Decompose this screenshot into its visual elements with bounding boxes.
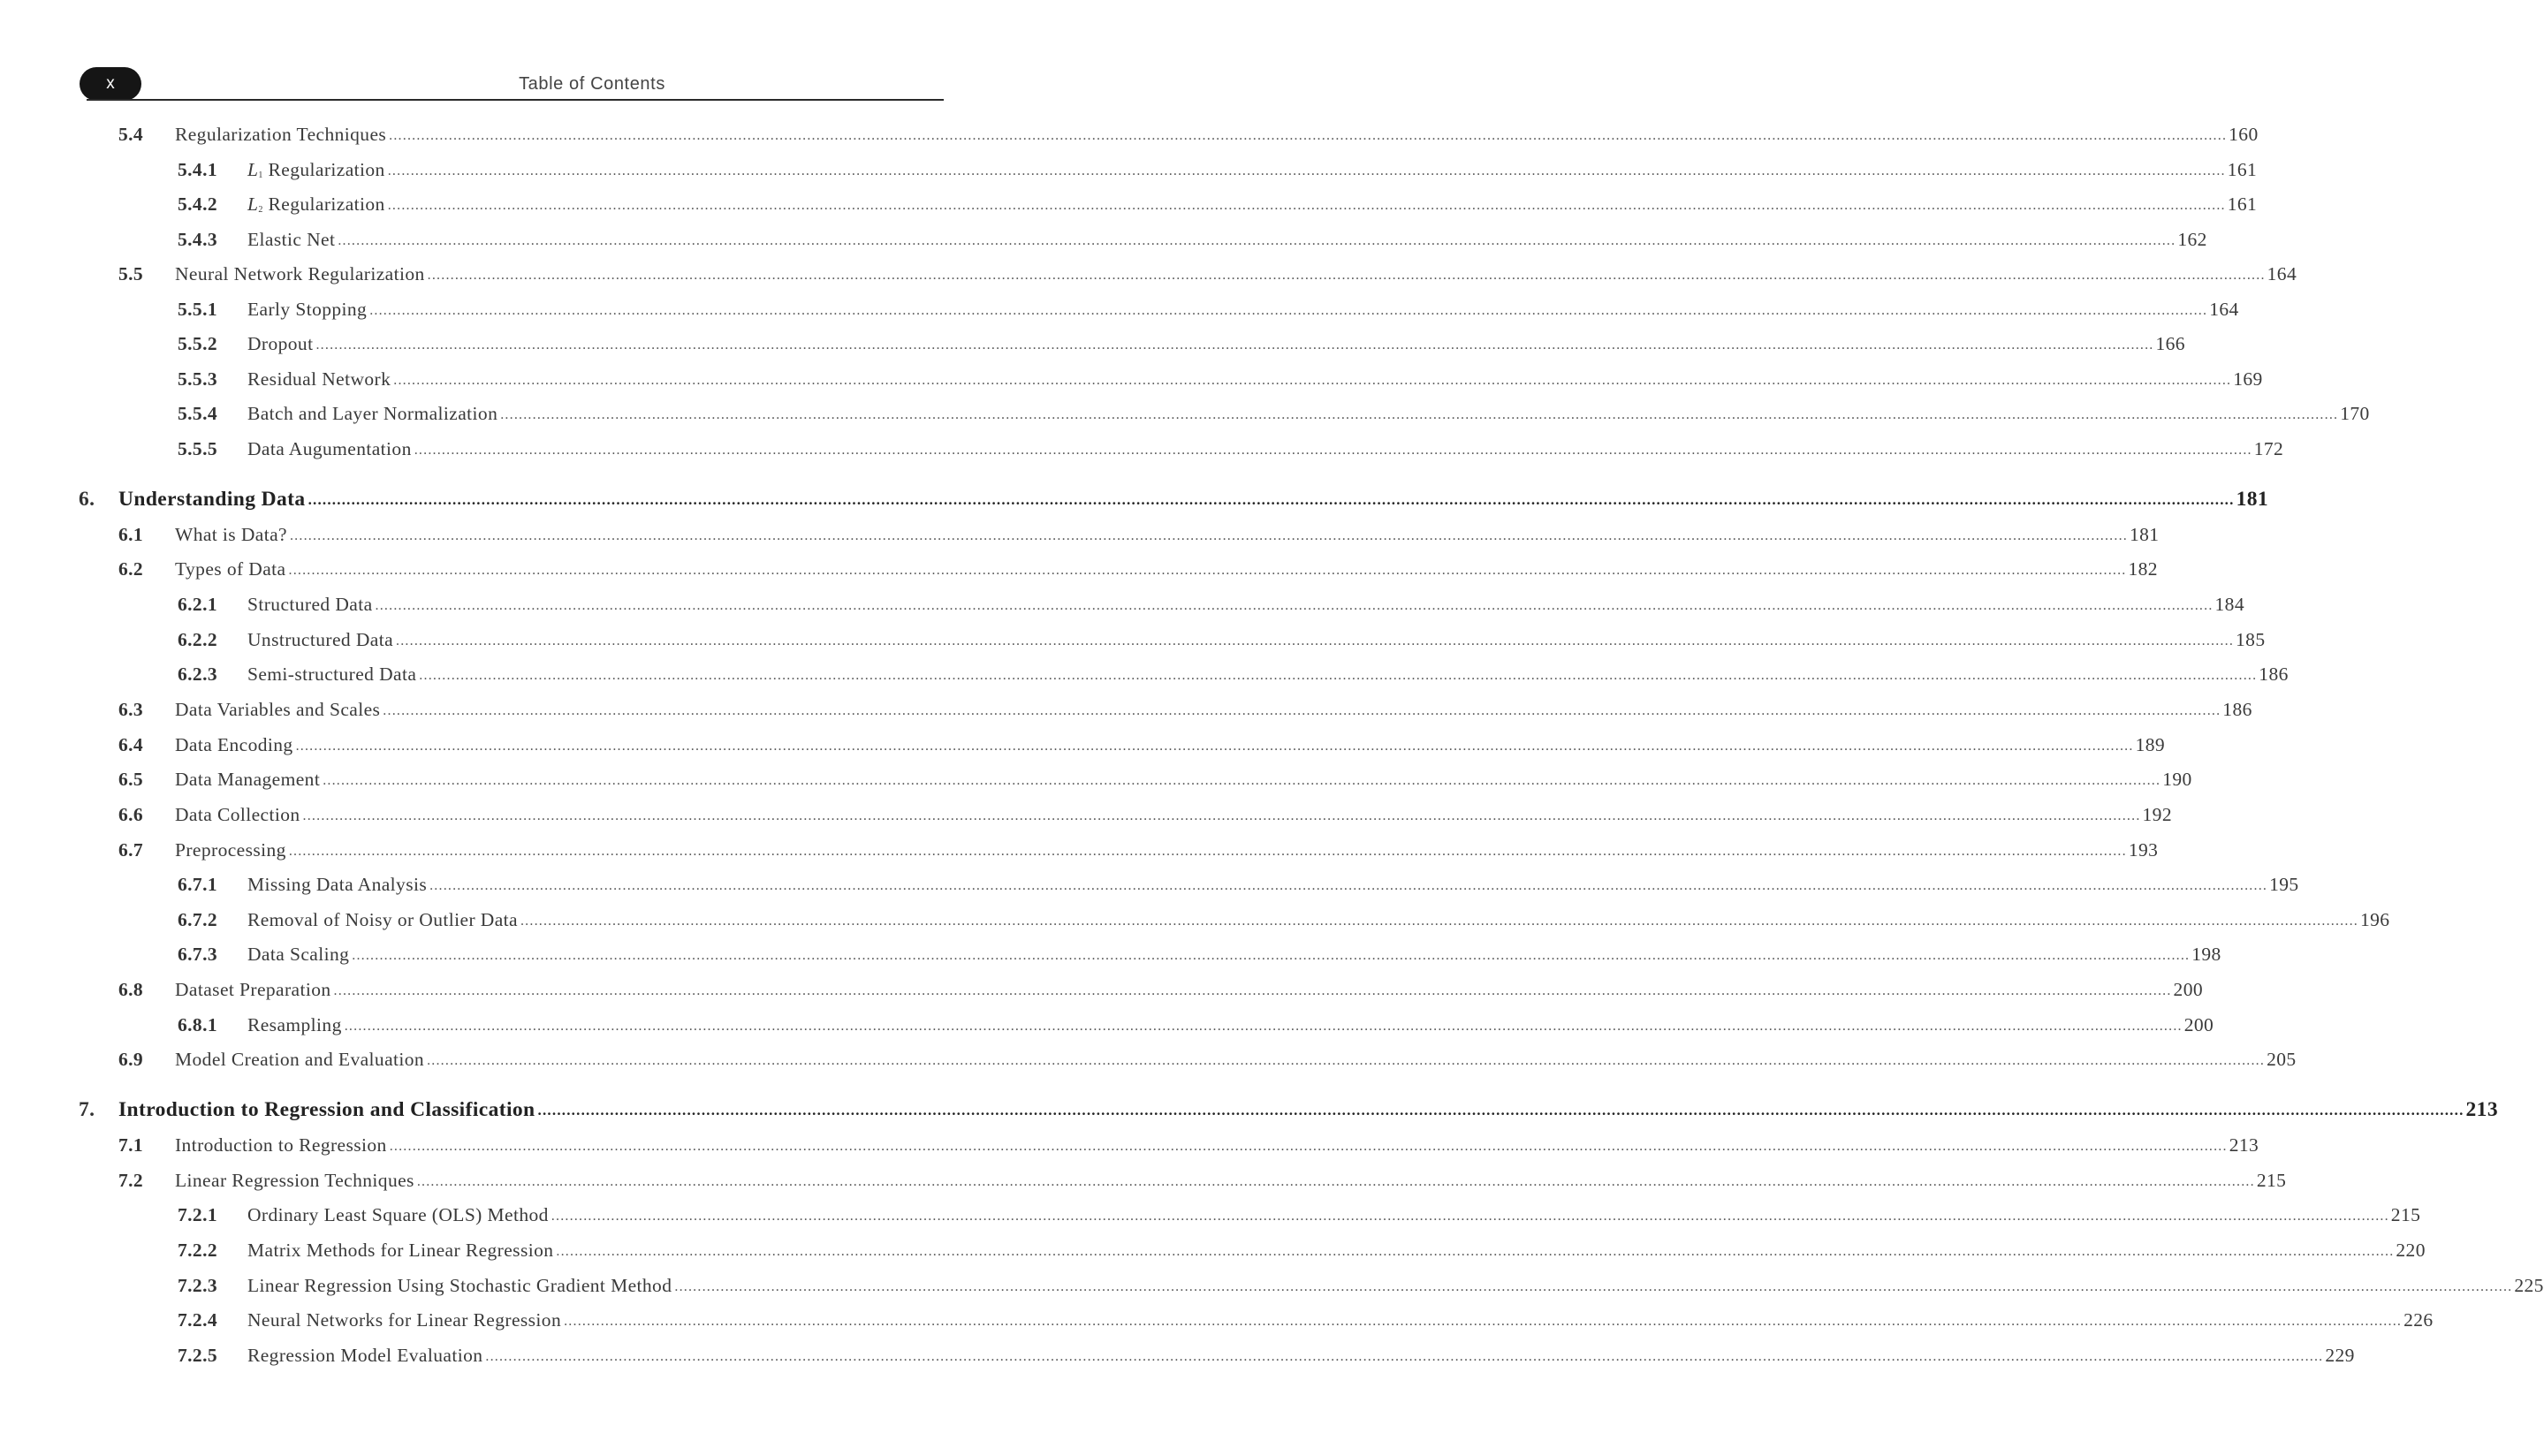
toc-entry-number: 6.4 [118, 734, 144, 755]
toc-dot-leader: ................................................................................................................................................................................................................................................................................................................................................................................................................ [387, 198, 2226, 213]
toc-section-entry[interactable] [178, 594, 2244, 622]
toc-entry-title: Types of Data [175, 558, 289, 580]
toc-dot-leader: ................................................................................................................................................................................................................................................................................................................................................................................................................ [674, 1279, 2513, 1294]
toc-entry-number: 6.9 [118, 1049, 144, 1070]
toc-section-entry[interactable] [178, 874, 2299, 902]
toc-entry-title: Removal of Noisy or Outlier Data [247, 909, 520, 931]
toc-entry-number: 6.7 [118, 839, 144, 861]
toc-dot-leader: ................................................................................................................................................................................................................................................................................................................................................................................................................ [429, 878, 2268, 893]
toc-entry-title: Semi-structured Data [247, 664, 419, 686]
toc-entry-number: 5.5.3 [178, 368, 217, 390]
toc-entry-page: 200 [2183, 1014, 2214, 1035]
toc-entry-page: 186 [2259, 664, 2289, 685]
toc-dot-leader: ................................................................................................................................................................................................................................................................................................................................................................................................................ [389, 1139, 2228, 1154]
toc-dot-leader: ................................................................................................................................................................................................................................................................................................................................................................................................................ [295, 739, 2134, 754]
toc-dot-leader: ................................................................................................................................................................................................................................................................................................................................................................................................................ [323, 773, 2161, 788]
toc-entry-page: 170 [2340, 403, 2370, 424]
toc-section-entry[interactable] [178, 1345, 2355, 1373]
toc-entry-title: Linear Regression Using Stochastic Gradient Method [247, 1275, 674, 1297]
toc-dot-leader: ................................................................................................................................................................................................................................................................................................................................................................................................................ [383, 703, 2221, 718]
toc-entry-page: 182 [2128, 558, 2158, 580]
toc-entry-number: 6. [79, 488, 95, 511]
toc-entry-number: 6.2.2 [178, 629, 217, 650]
toc-entry-page: 160 [2229, 124, 2259, 145]
toc-dot-leader: ................................................................................................................................................................................................................................................................................................................................................................................................................ [564, 1314, 2403, 1329]
toc-entry-title: Data Variables and Scales [175, 699, 383, 721]
toc-section-entry[interactable] [118, 1134, 2259, 1163]
toc-entry-page: 213 [2229, 1134, 2259, 1156]
toc-entry-title: Residual Network [247, 368, 393, 391]
toc-section-entry[interactable] [178, 1309, 2434, 1338]
toc-entry-number: 6.8 [118, 979, 144, 1000]
toc-section-entry[interactable] [118, 734, 2166, 762]
toc-entry-title-symbol: L [247, 193, 259, 215]
toc-entry-title: What is Data? [175, 524, 290, 546]
toc-chapter-entry[interactable] [79, 488, 2269, 516]
toc-dot-leader: ................................................................................................................................................................................................................................................................................................................................................................................................................ [369, 303, 2208, 318]
toc-entry-number: 6.1 [118, 524, 144, 545]
toc-entry-title-text: Regularization [262, 159, 385, 180]
toc-entry-title-symbol: L [247, 159, 259, 180]
toc-entry-number: 5.5.2 [178, 333, 217, 354]
toc-section-entry[interactable] [178, 944, 2221, 972]
toc-entry-title-subscript: 2 [258, 205, 263, 215]
toc-entry-title [247, 159, 388, 181]
toc-section-entry[interactable] [178, 299, 2239, 327]
toc-entry-number: 5.5.4 [178, 403, 217, 424]
toc-dot-leader: ................................................................................................................................................................................................................................................................................................................................................................................................................ [315, 337, 2154, 353]
toc-entry-title: Batch and Layer Normalization [247, 403, 500, 425]
toc-entry-title: Introduction to Regression [175, 1134, 390, 1156]
toc-entry-page: 200 [2173, 979, 2203, 1000]
toc-section-entry[interactable] [118, 558, 2158, 587]
toc-entry-title: Regression Model Evaluation [247, 1345, 485, 1367]
toc-dot-leader: ................................................................................................................................................................................................................................................................................................................................................................................................................ [308, 491, 2235, 508]
toc-dot-leader: ................................................................................................................................................................................................................................................................................................................................................................................................................ [414, 443, 2252, 458]
toc-entry-title: Regularization Techniques [175, 124, 389, 146]
toc-dot-leader: ................................................................................................................................................................................................................................................................................................................................................................................................................ [419, 668, 2258, 683]
toc-entry-number: 7.2 [118, 1170, 144, 1191]
toc-entry-page: 190 [2162, 769, 2192, 790]
toc-entry-number: 5.5.1 [178, 299, 217, 320]
toc-entry-title: Data Scaling [247, 944, 352, 966]
toc-entry-title [247, 193, 388, 216]
toc-section-entry[interactable] [118, 1049, 2297, 1077]
toc-entry-number: 6.2.3 [178, 664, 217, 685]
toc-entry-page: 162 [2177, 229, 2207, 250]
toc-entry-page: 220 [2396, 1240, 2426, 1261]
toc-entry-number: 7. [79, 1098, 95, 1121]
toc-entry-number: 6.7.1 [178, 874, 217, 895]
toc-entry-page: 213 [2465, 1098, 2498, 1121]
toc-entry-title: Model Creation and Evaluation [175, 1049, 427, 1071]
toc-entry-number: 7.2.4 [178, 1309, 217, 1331]
toc-entry-title: Ordinary Least Square (OLS) Method [247, 1204, 551, 1226]
toc-entry-page: 215 [2256, 1170, 2287, 1191]
toc-entry-page: 192 [2142, 804, 2172, 825]
toc-entry-number: 6.2.1 [178, 594, 217, 615]
toc-dot-leader: ................................................................................................................................................................................................................................................................................................................................................................................................................ [333, 983, 2172, 998]
toc-dot-leader: ................................................................................................................................................................................................................................................................................................................................................................................................................ [352, 948, 2191, 963]
toc-entry-page: 169 [2233, 368, 2263, 390]
toc-entry-number: 6.3 [118, 699, 144, 720]
toc-section-entry[interactable] [118, 699, 2252, 727]
toc-entry-number: 7.2.2 [178, 1240, 217, 1261]
toc-entry-number: 5.4 [118, 124, 144, 145]
toc-entry-page: 186 [2222, 699, 2252, 720]
toc-entry-title: Introduction to Regression and Classification [118, 1098, 538, 1122]
toc-section-entry[interactable] [118, 979, 2203, 1007]
toc-section-entry[interactable] [118, 769, 2192, 797]
toc-dot-leader: ................................................................................................................................................................................................................................................................................................................................................................................................................ [485, 1349, 2324, 1364]
toc-entry-page: 172 [2253, 438, 2284, 459]
toc-dot-leader: ................................................................................................................................................................................................................................................................................................................................................................................................................ [556, 1244, 2395, 1259]
toc-entry-number: 6.8.1 [178, 1014, 217, 1035]
toc-section-entry[interactable] [178, 159, 2258, 187]
toc-section-entry[interactable] [178, 1240, 2426, 1268]
toc-entry-page: 196 [2359, 909, 2390, 930]
toc-entry-page: 226 [2404, 1309, 2434, 1331]
toc-entry-title-text: Regularization [262, 193, 385, 215]
toc-dot-leader: ................................................................................................................................................................................................................................................................................................................................................................................................................ [396, 633, 2235, 648]
toc-dot-leader: ................................................................................................................................................................................................................................................................................................................................................................................................................ [520, 914, 2358, 929]
toc-entry-number: 7.2.3 [178, 1275, 217, 1296]
toc-section-entry[interactable] [118, 839, 2159, 868]
toc-entry-page: 164 [2209, 299, 2239, 320]
toc-entry-title: Elastic Net [247, 229, 338, 251]
page-number-badge: x [80, 67, 141, 101]
toc-entry-number: 6.7.3 [178, 944, 217, 965]
toc-section-entry[interactable] [118, 1170, 2287, 1198]
toc-section-entry[interactable] [178, 664, 2289, 692]
toc-entry-page: 166 [2155, 333, 2185, 354]
toc-section-entry[interactable] [178, 629, 2266, 657]
toc-entry-title: Data Encoding [175, 734, 296, 756]
toc-dot-leader: ................................................................................................................................................................................................................................................................................................................................................................................................................ [375, 598, 2214, 613]
toc-section-entry[interactable] [118, 524, 2160, 552]
toc-entry-page: 229 [2325, 1345, 2355, 1366]
toc-entry-title: Matrix Methods for Linear Regression [247, 1240, 556, 1262]
toc-entry-number: 5.4.1 [178, 159, 217, 180]
toc-section-entry[interactable] [178, 909, 2390, 937]
toc-entry-title: Resampling [247, 1014, 345, 1036]
toc-dot-leader: ................................................................................................................................................................................................................................................................................................................................................................................................................ [416, 1174, 2255, 1189]
toc-entry-page: 189 [2135, 734, 2166, 755]
toc-entry-page: 181 [2129, 524, 2160, 545]
toc-dot-leader: ................................................................................................................................................................................................................................................................................................................................................................................................................ [500, 407, 2339, 422]
toc-entry-title: Dataset Preparation [175, 979, 334, 1001]
toc-section-entry[interactable] [118, 804, 2172, 832]
toc-entry-number: 6.6 [118, 804, 144, 825]
toc-entry-title: Understanding Data [118, 488, 308, 512]
toc-entry-number: 7.2.1 [178, 1204, 217, 1225]
toc-entry-title: Neural Network Regularization [175, 263, 428, 285]
toc-dot-leader: ................................................................................................................................................................................................................................................................................................................................................................................................................ [427, 1053, 2266, 1068]
toc-dot-leader: ................................................................................................................................................................................................................................................................................................................................................................................................................ [537, 1102, 2464, 1119]
toc-entry-number: 5.5.5 [178, 438, 217, 459]
toc-entry-number: 5.4.3 [178, 229, 217, 250]
toc-dot-leader: ................................................................................................................................................................................................................................................................................................................................................................................................................ [387, 163, 2226, 178]
toc-entry-title: Data Augumentation [247, 438, 414, 460]
toc-entry-page: 184 [2214, 594, 2244, 615]
toc-entry-title: Early Stopping [247, 299, 369, 321]
toc-chapter-entry[interactable] [79, 1098, 2498, 1126]
toc-dot-leader: ................................................................................................................................................................................................................................................................................................................................................................................................................ [289, 528, 2128, 543]
toc-entry-number: 5.5 [118, 263, 144, 284]
toc-entry-title: Structured Data [247, 594, 376, 616]
toc-entry-page: 225 [2514, 1275, 2544, 1296]
toc-dot-leader: ................................................................................................................................................................................................................................................................................................................................................................................................................ [344, 1019, 2183, 1034]
toc-entry-title: Data Management [175, 769, 323, 791]
toc-entry-number: 5.4.2 [178, 193, 217, 215]
toc-entry-title: Preprocessing [175, 839, 289, 861]
toc-section-entry[interactable] [178, 1014, 2214, 1043]
toc-entry-title: Neural Networks for Linear Regression [247, 1309, 564, 1331]
toc-entry-page: 164 [2267, 263, 2297, 284]
toc-entry-number: 7.1 [118, 1134, 144, 1156]
toc-entry-page: 185 [2236, 629, 2266, 650]
toc-entry-title: Dropout [247, 333, 315, 355]
toc-section-entry[interactable] [178, 333, 2185, 361]
toc-dot-leader: ................................................................................................................................................................................................................................................................................................................................................................................................................ [389, 128, 2228, 143]
toc-entry-page: 198 [2191, 944, 2221, 965]
toc-entry-page: 205 [2267, 1049, 2297, 1070]
toc-dot-leader: ................................................................................................................................................................................................................................................................................................................................................................................................................ [288, 844, 2127, 859]
toc-entry-number: 7.2.5 [178, 1345, 217, 1366]
toc-dot-leader: ................................................................................................................................................................................................................................................................................................................................................................................................................ [288, 563, 2127, 578]
toc-entry-page: 215 [2390, 1204, 2421, 1225]
toc-entry-page: 181 [2236, 488, 2269, 511]
toc-section-entry[interactable] [178, 193, 2258, 222]
toc-section-entry[interactable] [118, 124, 2259, 152]
toc-entry-number: 6.7.2 [178, 909, 217, 930]
toc-entry-title: Missing Data Analysis [247, 874, 429, 896]
toc-entry-title: Data Collection [175, 804, 303, 826]
toc-section-entry[interactable] [178, 229, 2207, 257]
toc-dot-leader: ................................................................................................................................................................................................................................................................................................................................................................................................................ [551, 1209, 2389, 1224]
toc-entry-page: 193 [2128, 839, 2159, 861]
toc-entry-number: 6.5 [118, 769, 144, 790]
toc-entry-page: 161 [2227, 193, 2258, 215]
toc-section-entry[interactable] [178, 438, 2284, 466]
toc-entry-title: Unstructured Data [247, 629, 396, 651]
toc-dot-leader: ................................................................................................................................................................................................................................................................................................................................................................................................................ [302, 808, 2141, 823]
toc-entry-page: 195 [2269, 874, 2299, 895]
toc-entry-title-subscript: 1 [258, 171, 263, 180]
toc-section-entry[interactable] [178, 368, 2263, 397]
toc-dot-leader: ................................................................................................................................................................................................................................................................................................................................................................................................................ [427, 268, 2266, 283]
toc-dot-leader: ................................................................................................................................................................................................................................................................................................................................................................................................................ [393, 373, 2232, 388]
toc-section-entry[interactable] [178, 1204, 2421, 1232]
toc-entry-page: 161 [2227, 159, 2258, 180]
toc-entry-number: 6.2 [118, 558, 144, 580]
toc-section-entry[interactable] [178, 403, 2370, 431]
running-header-title: Table of Contents [519, 74, 665, 94]
toc-entry-title: Linear Regression Techniques [175, 1170, 417, 1192]
toc-section-entry[interactable] [178, 1275, 2544, 1303]
toc-section-entry[interactable] [118, 263, 2297, 292]
toc-dot-leader: ................................................................................................................................................................................................................................................................................................................................................................................................................ [338, 233, 2176, 248]
